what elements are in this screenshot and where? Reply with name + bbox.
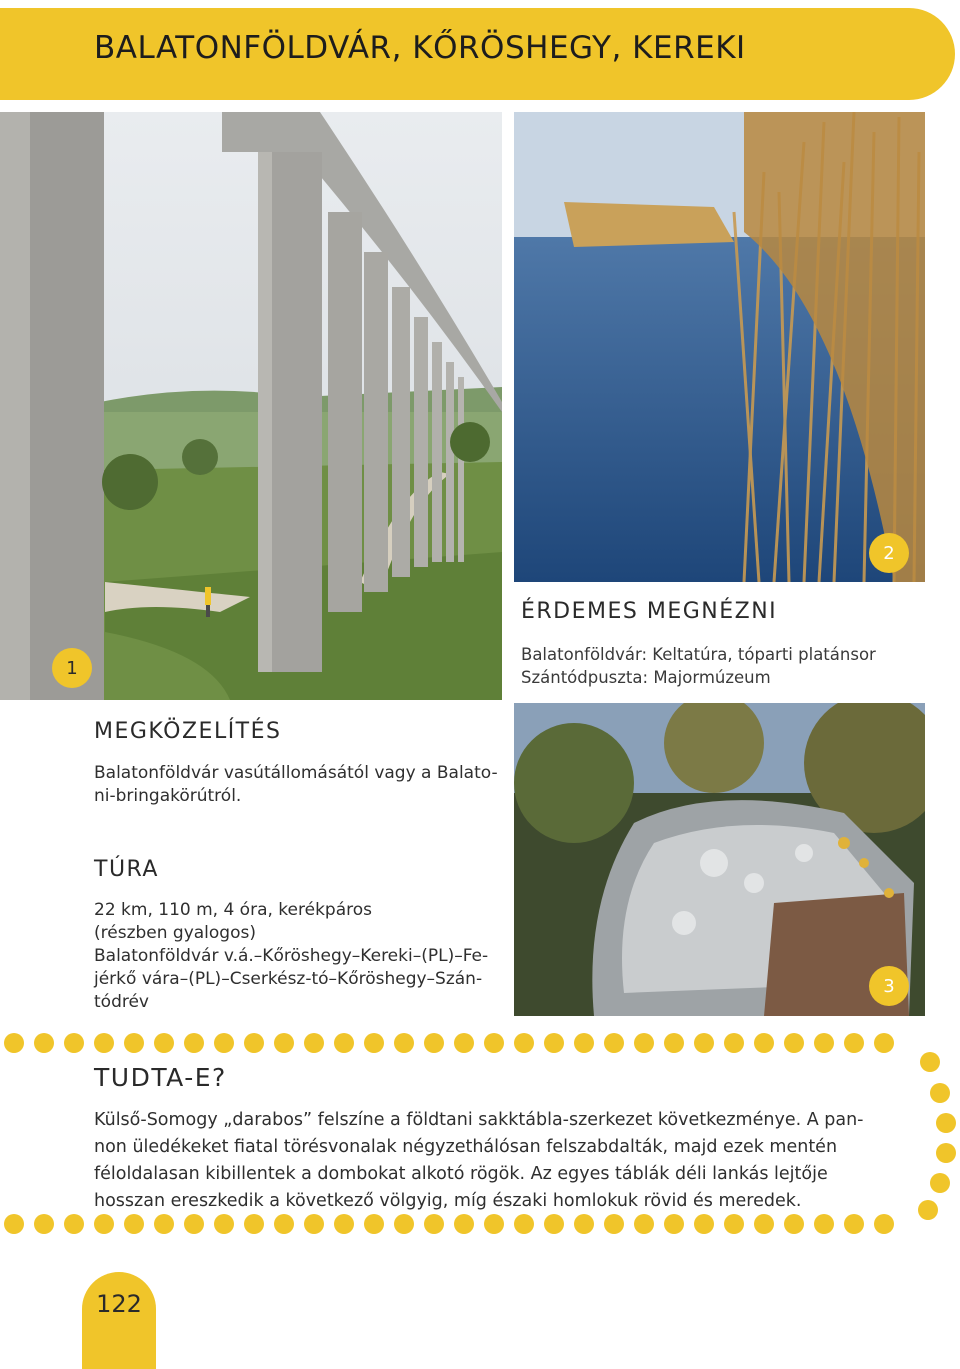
photo-lake-reeds [514,112,925,582]
decor-dot [514,1214,534,1234]
decor-dot [634,1033,654,1053]
decor-dot [936,1143,956,1163]
page-title: BALATONFÖLDVÁR, KŐRÖSHEGY, KEREKI [94,30,746,66]
decor-dot [920,1052,940,1072]
decor-dot [784,1214,804,1234]
decor-dot [94,1033,114,1053]
decor-dot [244,1214,264,1234]
decor-dot [918,1200,938,1220]
worth-seeing-line: Szántódpuszta: Majormúzeum [521,668,771,687]
decor-dot [544,1033,564,1053]
decor-dot [724,1214,744,1234]
decor-dot [844,1214,864,1234]
decor-dot [244,1033,264,1053]
approach-line: Balatonföldvár vasútállomásától vagy a Balato- [94,763,498,783]
decor-dot [364,1033,384,1053]
did-you-know-line: non üledékeket fiatal törésvonalak négyzethálósan felszabdalták, majd ezek mentén [94,1137,838,1157]
decor-dot [214,1033,234,1053]
decor-dot [124,1214,144,1234]
decor-dot [214,1214,234,1234]
decor-dot [604,1033,624,1053]
photo-number-3: 3 [869,966,909,1006]
decor-dot [34,1033,54,1053]
decor-dot [574,1033,594,1053]
decor-dot [124,1033,144,1053]
decor-dot [484,1214,504,1234]
decor-dot [274,1033,294,1053]
tour-line: tódrév [94,992,149,1012]
decor-dot [814,1214,834,1234]
decor-dot [694,1033,714,1053]
decor-dot [454,1033,474,1053]
tour-line: jérkő vára–(PL)–Cserkész-tó–Kőröshegy–Szán- [94,969,483,989]
approach-line: ni-bringakörútról. [94,786,242,806]
decor-dot [574,1214,594,1234]
decor-dot [4,1033,24,1053]
tour-line: (részben gyalogos) [94,923,256,943]
decor-dot [604,1214,624,1234]
decor-dot [64,1214,84,1234]
did-you-know-line: hosszan ereszkedik a következő völgyig, míg északi homlokuk rövid és meredek. [94,1191,802,1211]
tour-heading: TÚRA [94,857,159,882]
decor-dot [754,1214,774,1234]
decor-dot [634,1214,654,1234]
decor-dot [94,1214,114,1234]
decor-dot [424,1033,444,1053]
photo-rock-ruins [514,703,925,1016]
decor-dot [814,1033,834,1053]
photo-viaduct [0,112,502,700]
approach-heading: MEGKÖZELÍTÉS [94,719,282,744]
decor-dot [34,1214,54,1234]
decor-dot [154,1214,174,1234]
did-you-know-heading: TUDTA-E? [94,1063,227,1092]
decor-dot [184,1033,204,1053]
decor-dot [664,1033,684,1053]
decor-dot [484,1033,504,1053]
decor-dot [394,1214,414,1234]
decor-dot [364,1214,384,1234]
decor-dot [424,1214,444,1234]
tour-line: 22 km, 110 m, 4 óra, kerékpáros [94,900,373,920]
decor-dot [184,1214,204,1234]
decor-dot [544,1214,564,1234]
decor-dot [754,1033,774,1053]
decor-dot [334,1214,354,1234]
photo-number-1: 1 [52,648,92,688]
decor-dot [154,1033,174,1053]
decor-dot [724,1033,744,1053]
decor-dot [304,1033,324,1053]
decor-dot [664,1214,684,1234]
decor-dot [334,1033,354,1053]
decor-dot [514,1033,534,1053]
page-number: 122 [96,1290,142,1318]
decor-dot [930,1173,950,1193]
decor-dot [784,1033,804,1053]
photo-number-2: 2 [869,533,909,573]
did-you-know-line: Külső-Somogy „darabos” felszíne a földtani sakktábla-szerkezet következménye. A pan- [94,1110,864,1130]
decor-dot [874,1214,894,1234]
decor-dot [936,1113,956,1133]
did-you-know-line: féloldalasan kibillentek a dombokat alkotó rögök. Az egyes táblák déli lankás lejtője [94,1164,828,1184]
decor-dot [454,1214,474,1234]
decor-dot [304,1214,324,1234]
decor-dot [64,1033,84,1053]
decor-dot [874,1033,894,1053]
worth-seeing-heading: ÉRDEMES MEGNÉZNI [521,599,778,624]
decor-dot [930,1083,950,1103]
decor-dot [274,1214,294,1234]
decor-dot [394,1033,414,1053]
worth-seeing-line: Balatonföldvár: Keltatúra, tóparti platánsor [521,645,876,664]
decor-dot [4,1214,24,1234]
decor-dot [844,1033,864,1053]
tour-line: Balatonföldvár v.á.–Kőröshegy–Kereki–(PL)–Fe- [94,946,489,966]
page-number-tab [82,1272,156,1369]
decor-dot [694,1214,714,1234]
